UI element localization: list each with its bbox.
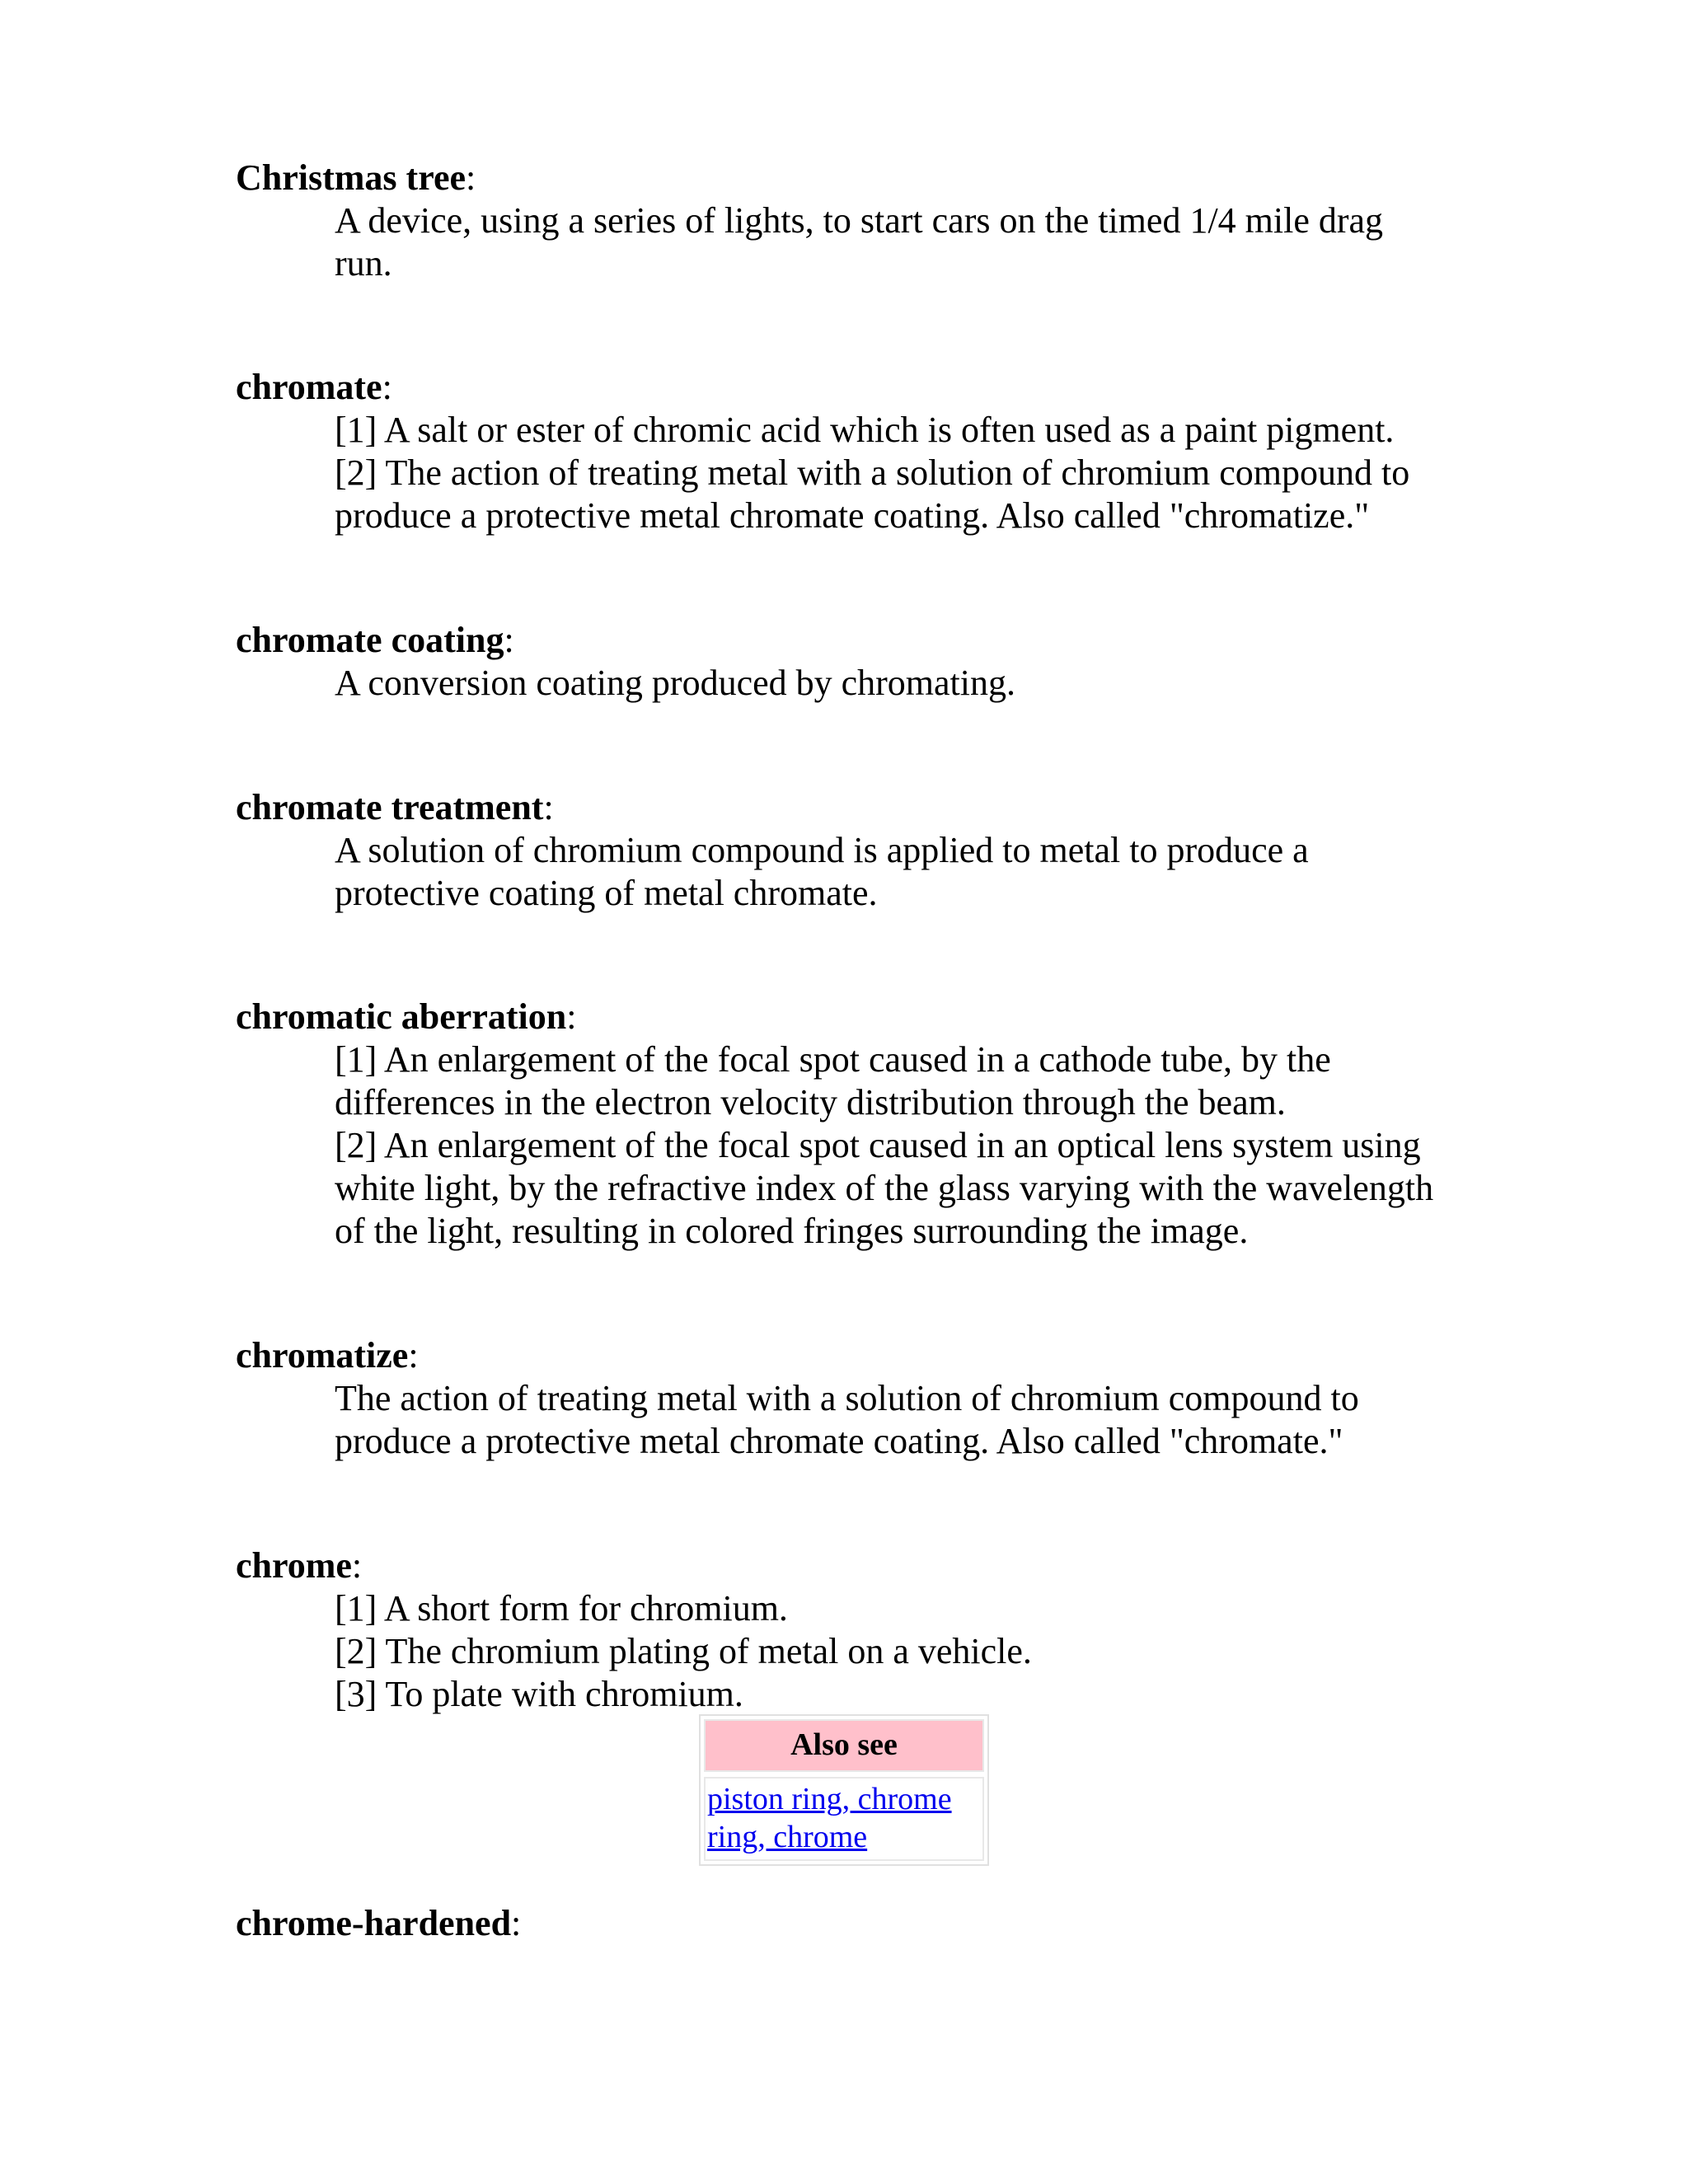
entry-term: chrome-hardened: [236,1903,522,1943]
entry-chromate [236,366,1472,537]
entry-term: chromate treatment: [236,787,554,827]
entry-definition [335,829,1406,915]
entry-term: chromate: [236,367,392,407]
definition-text: The action of treating metal with a solution of chromium compound to produce a protective metal chromate coating. Also called "chromate." [335,1378,1359,1461]
also-see-link-piston-ring-chrome[interactable]: piston ring, chrome [707,1782,952,1816]
entry-definition [335,662,1431,705]
entry-term: chromatize: [236,1335,419,1376]
entry-definition [335,1377,1439,1463]
also-see-box [699,1714,989,1866]
definition-text: [2] The action of treating metal with a solution of chromium compound to produce a protective metal chromate coating. Also called "chromatize." [335,452,1410,536]
definition-text: [1] A salt or ester of chromic acid which is often used as a paint pigment. [335,410,1395,450]
also-see-links [704,1777,984,1861]
entry-definition [335,1038,1464,1253]
definition-text: [1] A short form for chromium. [335,1588,788,1629]
entry-term: Christmas tree: [236,157,476,198]
entry-term: chrome: [236,1545,363,1586]
definition-text: A conversion coating produced by chromating. [335,663,1016,703]
entry-definition [335,1587,1439,1716]
definition-text: A solution of chromium compound is applied to metal to produce a protective coating of metal chromate. [335,830,1309,913]
definition-text: [2] An enlargement of the focal spot caused in an optical lens system using white light, by the refractive index of the glass varying with the wavelength of the light, resulting in colored fringes surrounding the image. [335,1125,1434,1251]
entry-chromatize [236,1334,1472,1463]
entry-christmas-tree [236,157,1472,285]
entry-term: chromate coating: [236,620,514,660]
also-see-header: Also see [704,1719,984,1772]
entry-chrome [236,1544,1472,1716]
definition-text: [1] An enlargement of the focal spot caused in a cathode tube, by the differences in the electron velocity distribution through the beam. [335,1039,1331,1122]
entry-definition [335,199,1431,285]
entry-term: chromatic aberration: [236,996,577,1037]
definition-text: [3] To plate with chromium. [335,1674,743,1714]
entry-chromatic-aberration [236,996,1472,1253]
definition-text: [2] The chromium plating of metal on a vehicle. [335,1631,1032,1671]
entry-definition [335,409,1439,537]
entry-chrome-hardened [236,1902,1472,1945]
definition-text: A device, using a series of lights, to start cars on the timed 1/4 mile drag run. [335,200,1384,284]
entry-chromate-treatment [236,786,1472,915]
also-see-link-ring-chrome[interactable]: ring, chrome [707,1820,868,1854]
entry-chromate-coating [236,619,1472,705]
